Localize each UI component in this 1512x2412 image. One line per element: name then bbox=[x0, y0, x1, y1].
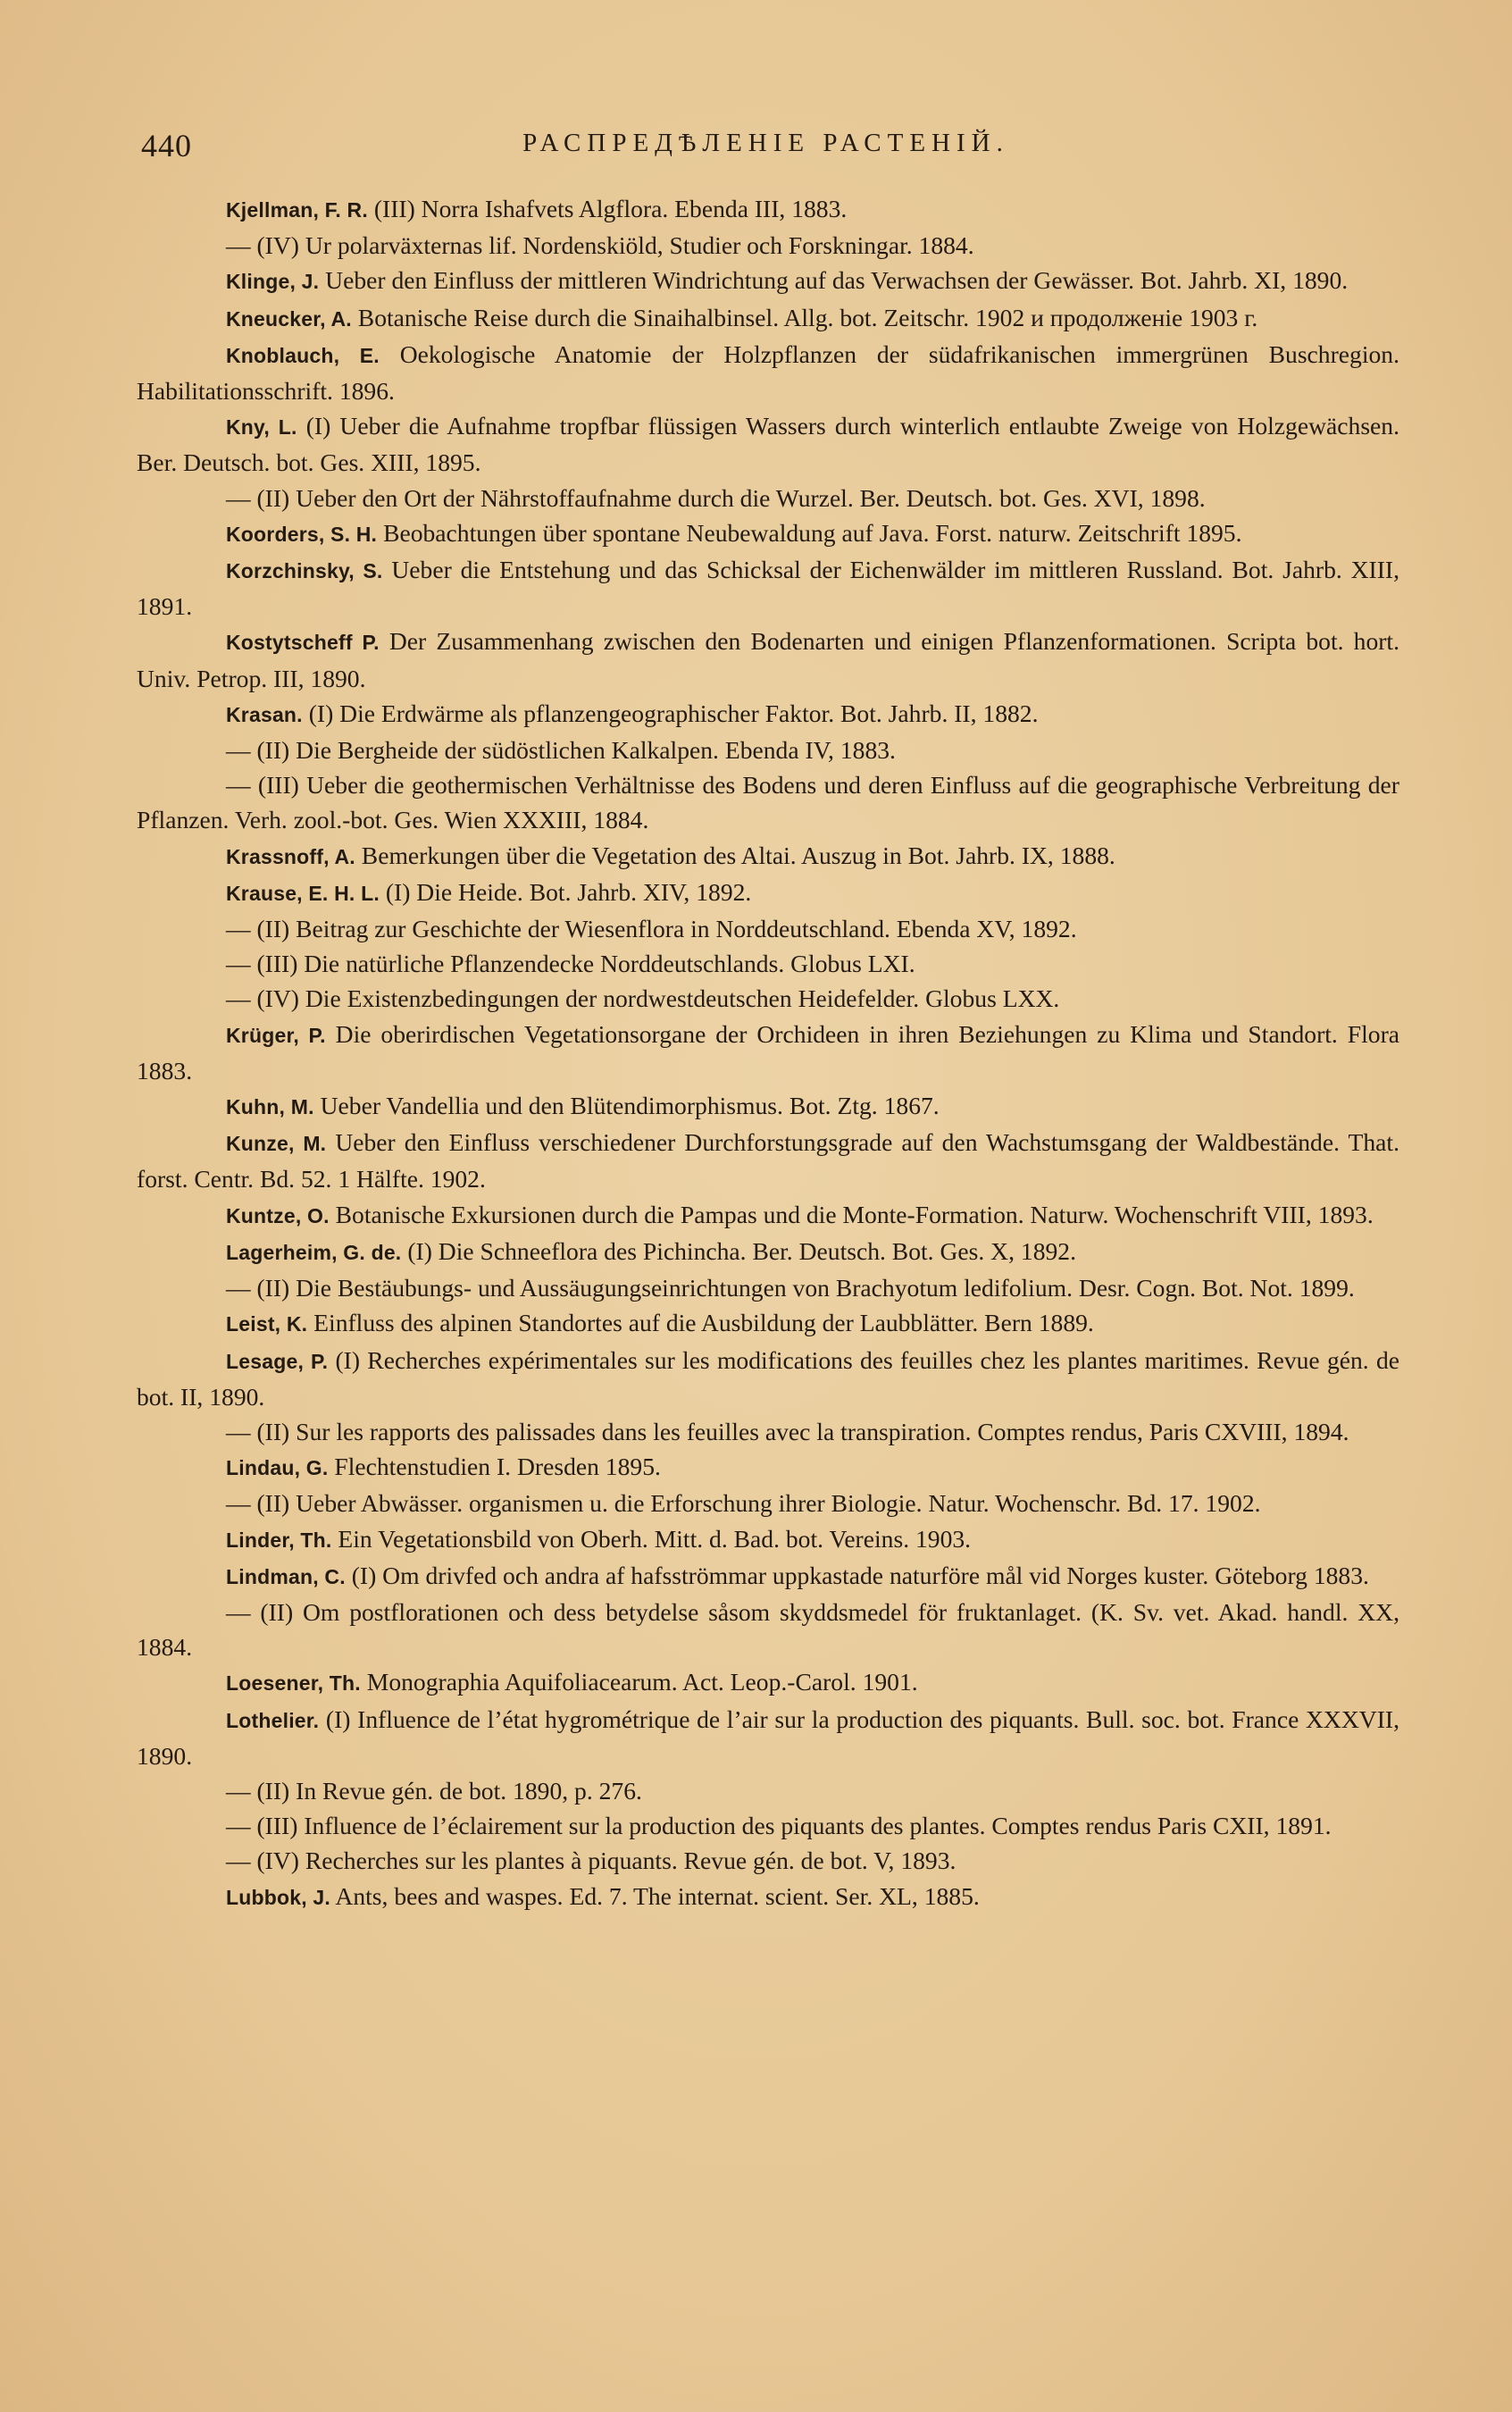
bibliography-entry bbox=[137, 981, 1399, 1016]
bibliography-entry bbox=[137, 946, 1399, 981]
entry-author: Kjellman, F. R. bbox=[226, 198, 368, 222]
bibliography-entry bbox=[137, 1088, 1399, 1125]
entry-author: Knoblauch, E. bbox=[226, 343, 380, 367]
entry-author: Kneucker, A. bbox=[226, 306, 352, 331]
bibliography-entry bbox=[137, 481, 1399, 515]
entry-text: — (IV) Ur polarväxternas lif. Nordenskiöld, Studier och Forskningar. 1884. bbox=[226, 231, 974, 260]
entry-text: — (III) Influence de l’éclairement sur la production des piquants des plantes. Comptes rendus Paris CXII, 1891. bbox=[226, 1812, 1332, 1840]
bibliography-entry bbox=[137, 767, 1399, 837]
entry-author: Kuhn, M. bbox=[226, 1095, 314, 1119]
entry-author: Kostytscheff P. bbox=[226, 631, 380, 655]
bibliography-entry bbox=[137, 1343, 1399, 1414]
entry-author: Krause, E. H. L. bbox=[226, 881, 380, 905]
entry-author: Krassnoff, A. bbox=[226, 844, 355, 868]
bibliography-entry bbox=[137, 733, 1399, 767]
entry-author: Linder, Th. bbox=[226, 1528, 332, 1552]
entry-text: (I) Recherches expérimentales sur les modifications des feuilles chez les plantes maritimes. Revue gén. de bot. II, 1890. bbox=[137, 1345, 1399, 1411]
entry-text: Flechtenstudien I. Dresden 1895. bbox=[334, 1453, 661, 1481]
bibliography-entry bbox=[137, 515, 1399, 552]
running-head: РАСПРЕДѢЛЕНІЕ РАСТЕНІЙ. bbox=[522, 129, 1009, 157]
entry-text: (I) Ueber die Aufnahme tropfbar flüssigen Wassers durch winterlich entlaubte Zweige von Holzgewächsen. Ber. Deutsch. bot. Ges. XIII, 1895. bbox=[137, 412, 1399, 477]
entry-text: (I) Influence de l’état hygrométrique de l’air sur la production des piquants. Bull. soc. bot. France XXXVII, 1890. bbox=[137, 1704, 1399, 1770]
entry-author: Klinge, J. bbox=[226, 270, 320, 294]
entry-text: (I) Die Heide. Bot. Jahrb. XIV, 1892. bbox=[385, 877, 752, 906]
bibliography-list bbox=[137, 191, 1399, 1915]
entry-text: Botanische Reise durch die Sinaihalbinsel. Allg. bot. Zeitschr. 1902 и продолженіе 1903 г. bbox=[357, 303, 1258, 331]
bibliography-entry bbox=[137, 191, 1399, 228]
entry-text: — (II) Sur les rapports des palissades dans les feuilles avec la transpiration. Comptes rendus, Paris CXVIII, 1894. bbox=[226, 1417, 1349, 1445]
entry-author: Kuntze, O. bbox=[226, 1203, 330, 1227]
entry-text: (I) Die Schneeflora des Pichincha. Ber. Deutsch. Bot. Ges. X, 1892. bbox=[407, 1236, 1076, 1265]
bibliography-entry bbox=[137, 1017, 1399, 1088]
entry-text: — (II) Ueber Abwässer. organismen u. die Erforschung ihrer Biologie. Natur. Wochenschr. Bd. 17. 1902. bbox=[226, 1489, 1261, 1518]
entry-author: Loesener, Th. bbox=[226, 1671, 361, 1696]
entry-text: Ueber die Entstehung und das Schicksal der Eichenwälder im mittleren Russland. Bot. Jahrb. XIII, 1891. bbox=[137, 556, 1399, 621]
bibliography-entry bbox=[137, 1595, 1399, 1664]
bibliography-entry bbox=[137, 337, 1399, 408]
bibliography-entry bbox=[137, 1558, 1399, 1595]
entry-text: Der Zusammenhang zwischen den Bodenarten und einigen Pflanzenformationen. Scripta bot. hort. Univ. Petrop. III, 1890. bbox=[137, 627, 1399, 692]
entry-author: Lindman, C. bbox=[226, 1564, 346, 1588]
bibliography-entry bbox=[137, 300, 1399, 337]
page-number: 440 bbox=[141, 128, 192, 163]
entry-author: Lothelier. bbox=[226, 1708, 320, 1732]
entry-text: — (II) Ueber den Ort der Nährstoffaufnahme durch die Wurzel. Ber. Deutsch. bot. Ges. XVI, 1898. bbox=[226, 483, 1206, 512]
bibliography-entry bbox=[137, 1521, 1399, 1558]
entry-text: (I) Om drivfed och andra af hafsströmmar uppkastade naturföre mål vid Norges kuster. Göteborg 1883. bbox=[351, 1561, 1369, 1589]
bibliography-entry bbox=[137, 875, 1399, 911]
bibliography-entry bbox=[137, 1702, 1399, 1773]
entry-text: Botanische Exkursionen durch die Pampas und die Monte-Formation. Naturw. Wochenschrift VIII, 1893. bbox=[335, 1200, 1374, 1228]
entry-text: — (II) Beitrag zur Geschichte der Wiesenflora in Norddeutschland. Ebenda XV, 1892. bbox=[226, 915, 1077, 943]
bibliography-entry bbox=[137, 1449, 1399, 1486]
entry-text: — (IV) Recherches sur les plantes à piquants. Revue gén. de bot. V, 1893. bbox=[226, 1847, 956, 1875]
bibliography-entry bbox=[137, 1808, 1399, 1843]
bibliography-entry bbox=[137, 1664, 1399, 1701]
entry-author: Lagerheim, G. de. bbox=[226, 1240, 402, 1264]
entry-text: Bemerkungen über die Vegetation des Altai. Auszug in Bot. Jahrb. IX, 1888. bbox=[361, 841, 1115, 869]
entry-author: Kunze, M. bbox=[226, 1132, 327, 1156]
entry-author: Lubbok, J. bbox=[226, 1885, 330, 1909]
entry-text: Ueber den Einfluss der mittleren Windrichtung auf das Verwachsen der Gewässer. Bot. Jahrb. XI, 1890. bbox=[325, 266, 1349, 295]
bibliography-entry bbox=[137, 408, 1399, 480]
bibliography-entry bbox=[137, 696, 1399, 733]
bibliography-entry bbox=[137, 228, 1399, 263]
bibliography-entry bbox=[137, 552, 1399, 624]
entry-text: Oekologische Anatomie der Holzpflanzen der südafrikanischen immergrünen Buschregion. Habilitationsschrift. 1896. bbox=[137, 339, 1399, 406]
bibliography-entry bbox=[137, 1234, 1399, 1270]
entry-text: — (III) Ueber die geothermischen Verhältnisse des Bodens und deren Einfluss auf die geographische Verbreitung der Pflanzen. Verh. zool.-bot. Ges. Wien XXXIII, 1884. bbox=[137, 771, 1399, 834]
entry-author: Koorders, S. H. bbox=[226, 522, 378, 546]
bibliography-entry bbox=[137, 1486, 1399, 1520]
entry-text: Beobachtungen über spontane Neubewaldung auf Java. Forst. naturw. Zeitschrift 1895. bbox=[383, 518, 1242, 547]
entry-author: Lindau, G. bbox=[226, 1456, 329, 1480]
bibliography-entry bbox=[137, 1843, 1399, 1878]
bibliography-entry bbox=[137, 911, 1399, 946]
entry-text: (III) Norra Ishafvets Algflora. Ebenda III, 1883. bbox=[373, 195, 848, 222]
entry-text: Einfluss des alpinen Standortes auf die Ausbildung der Laubblätter. Bern 1889. bbox=[313, 1309, 1094, 1337]
bibliography-entry bbox=[137, 1305, 1399, 1342]
bibliography-entry bbox=[137, 624, 1399, 695]
entry-author: Krüger, P. bbox=[226, 1023, 326, 1047]
entry-text: — (III) Die natürliche Pflanzendecke Norddeutschlands. Globus LXI. bbox=[226, 950, 915, 978]
entry-text: — (II) In Revue gén. de bot. 1890, p. 276. bbox=[226, 1776, 642, 1805]
entry-text: Ueber Vandellia und den Blütendimorphismus. Bot. Ztg. 1867. bbox=[320, 1092, 940, 1120]
bibliography-entry bbox=[137, 1197, 1399, 1234]
entry-text: — (II) Die Bestäubungs- und Aussäugungseinrichtungen von Brachyotum ledifolium. Desr. Cogn. Bot. Not. 1899. bbox=[226, 1274, 1355, 1302]
entry-author: Lesage, P. bbox=[226, 1349, 329, 1373]
entry-text: Ein Vegetationsbild von Oberh. Mitt. d. Bad. bot. Vereins. 1903. bbox=[338, 1524, 972, 1553]
bibliography-entry bbox=[137, 263, 1399, 299]
entry-text: — (II) Die Bergheide der südöstlichen Kalkalpen. Ebenda IV, 1883. bbox=[226, 736, 896, 765]
page-header bbox=[134, 127, 1398, 166]
bibliography-entry bbox=[137, 1270, 1399, 1305]
entry-text: (I) Die Erdwärme als pflanzengeographischer Faktor. Bot. Jahrb. II, 1882. bbox=[308, 699, 1039, 727]
entry-author: Korzchinsky, S. bbox=[226, 559, 383, 583]
entry-text: Monographia Aquifoliacearum. Act. Leop.-Carol. 1901. bbox=[366, 1668, 918, 1696]
entry-author: Kny, L. bbox=[226, 415, 297, 440]
bibliography-entry bbox=[137, 1414, 1399, 1449]
bibliography-entry bbox=[137, 838, 1399, 875]
entry-author: Leist, K. bbox=[226, 1312, 308, 1336]
entry-text: Ants, bees and waspes. Ed. 7. The internat. scient. Ser. XL, 1885. bbox=[335, 1881, 980, 1910]
bibliography-entry bbox=[137, 1773, 1399, 1808]
entry-text: Ueber den Einfluss verschiedener Durchforstungsgrade auf den Wachstumsgang der Waldbestände. That. forst. Centr. Bd. 52. 1 Hälfte. 1902. bbox=[137, 1128, 1399, 1193]
entry-text: Die oberirdischen Vegetationsorgane der Orchideen in ihren Beziehungen zu Klima und Standort. Flora 1883. bbox=[137, 1019, 1400, 1085]
bibliography-entry bbox=[137, 1125, 1399, 1196]
bibliography-entry bbox=[137, 1879, 1399, 1915]
entry-text: — (II) Om postflorationen och dess betydelse såsom skyddsmedel för fruktanlaget. (K. Sv. vet. Akad. handl. XX, 1884. bbox=[137, 1597, 1399, 1662]
entry-text: — (IV) Die Existenzbedingungen der nordwestdeutschen Heidefelder. Globus LXX. bbox=[226, 984, 1060, 1013]
entry-author: Krasan. bbox=[226, 702, 303, 726]
